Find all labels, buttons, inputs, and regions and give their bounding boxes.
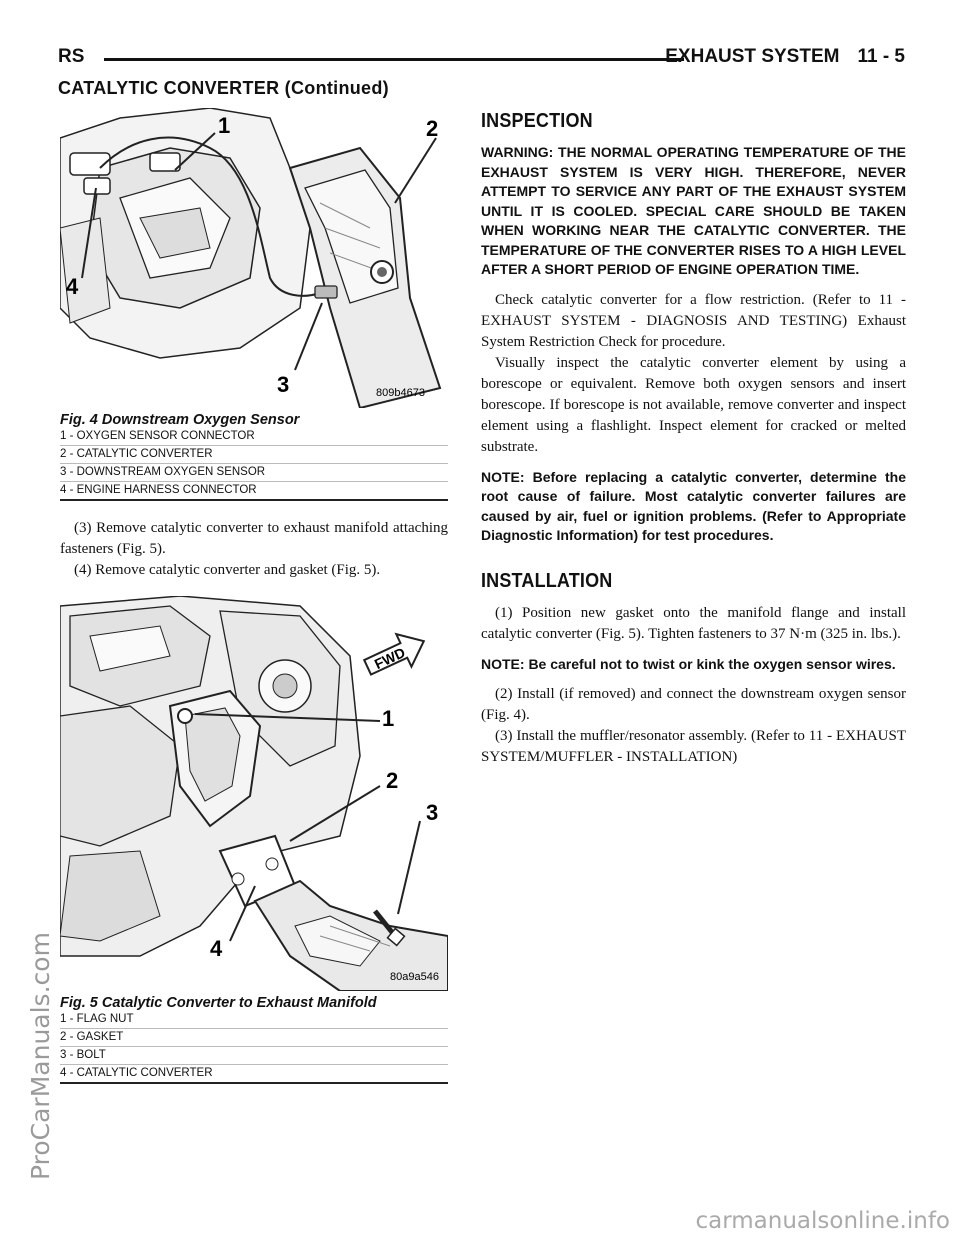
header-title-block — [665, 46, 905, 68]
fig5-image-id: 80a9a546 — [390, 971, 439, 983]
fig5-callout-2: 2 — [386, 768, 399, 793]
fig5-illustration — [60, 596, 448, 991]
fig4-legend-item: 3 - DOWNSTREAM OXYGEN SENSOR — [60, 464, 448, 482]
fig5-legend-item: 1 - FLAG NUT — [60, 1011, 448, 1029]
fig5-legend-item: 3 - BOLT — [60, 1047, 448, 1065]
installation-heading: INSTALLATION — [481, 569, 613, 592]
inspection-para-2: Visually inspect the catalytic converter element by using a borescope or equivalent. Remove both oxygen sensors and insert borescope. If borescope is not available, remove converter and inspect element using a flashlight. Inspect element for cracked or melted substrate. — [481, 354, 906, 455]
header-title: EXHAUST SYSTEM — [665, 46, 840, 67]
fig5-caption: Fig. 5 Catalytic Converter to Exhaust Manifold — [60, 995, 377, 1011]
section-continued-title: CATALYTIC CONVERTER (Continued) — [58, 78, 389, 98]
fig4-image-id: 809b4673 — [376, 387, 425, 399]
header-rule — [104, 58, 684, 61]
fig5-callout-4: 4 — [210, 936, 223, 961]
inspection-warning: WARNING: THE NORMAL OPERATING TEMPERATURE OF THE EXHAUST SYSTEM IS VERY HIGH. THEREFORE, NEVER ATTEMPT TO SERVICE ANY PART OF THE EXHAUST SYSTEM UNTIL IT IS COOLED. SPECIAL CARE SHOULD BE TAKEN WHEN WORKING NEAR THE CATALYTIC CONVERTER. THE TEMPERATURE OF THE CONVERTER RISES TO A HIGH LEVEL AFTER A SHORT PERIOD OF ENGINE OPERATION TIME. — [481, 144, 906, 277]
removal-step-3: (3) Remove catalytic converter to exhaust manifold attaching fasteners (Fig. 5). — [60, 520, 448, 557]
fig4-caption: Fig. 4 Downstream Oxygen Sensor — [60, 412, 300, 428]
installation-step-1: (1) Position new gasket onto the manifold flange and install catalytic converter (Fig. 5). Tighten fasteners to 37 N·m (325 in. lbs.). — [481, 604, 906, 642]
fig5-legend-item: 2 - GASKET — [60, 1029, 448, 1047]
fig5-legend-item: 4 - CATALYTIC CONVERTER — [60, 1065, 448, 1084]
fwd-label: FWD — [371, 644, 408, 673]
bottom-watermark: carmanualsonline.info — [695, 1208, 950, 1234]
figure-4 — [60, 108, 448, 501]
fig5-legend — [60, 1011, 448, 1084]
right-column — [481, 110, 906, 768]
inspection-heading: INSPECTION — [481, 110, 593, 132]
fig5-callout-3: 3 — [426, 800, 439, 825]
figure-5 — [60, 596, 448, 1084]
header-section-code: RS — [58, 46, 85, 67]
fwd-arrow — [360, 625, 431, 684]
fig4-legend — [60, 428, 448, 501]
fig4-callout-1: 1 — [218, 113, 231, 138]
fig4-callout-3: 3 — [277, 372, 290, 397]
removal-steps — [60, 518, 448, 581]
side-watermark: ProCarManuals.com — [26, 932, 55, 1180]
fig5-callout-1: 1 — [382, 706, 395, 731]
installation-step-2: (2) Install (if removed) and connect the downstream oxygen sensor (Fig. 4). — [481, 686, 906, 723]
installation-note: NOTE: Be careful not to twist or kink the oxygen sensor wires. — [481, 655, 896, 672]
fig4-legend-item: 1 - OXYGEN SENSOR CONNECTOR — [60, 428, 448, 446]
inspection-para-1: Check catalytic converter for a flow restriction. (Refer to 11 - EXHAUST SYSTEM - DIAGNOSIS AND TESTING) Exhaust System Restriction Check for procedure. — [481, 291, 906, 350]
fig4-legend-item: 2 - CATALYTIC CONVERTER — [60, 446, 448, 464]
fig4-legend-item: 4 - ENGINE HARNESS CONNECTOR — [60, 482, 448, 501]
fig4-illustration — [60, 108, 448, 408]
removal-step-4: (4) Remove catalytic converter and gasket (Fig. 5). — [74, 562, 381, 578]
page-header — [58, 46, 905, 76]
fig4-callout-2: 2 — [426, 116, 439, 141]
page-number: 11 - 5 — [857, 46, 905, 67]
fig4-callout-4: 4 — [66, 274, 79, 299]
inspection-note: NOTE: Before replacing a catalytic converter, determine the root cause of failure. Most catalytic converter failures are caused by air, fuel or ignition problems. (Refer to Appropriate Diagnostic Information) for test procedures. — [481, 468, 906, 543]
installation-step-3: (3) Install the muffler/resonator assembly. (Refer to 11 - EXHAUST SYSTEM/MUFFLER - INSTALLATION) — [481, 728, 906, 765]
